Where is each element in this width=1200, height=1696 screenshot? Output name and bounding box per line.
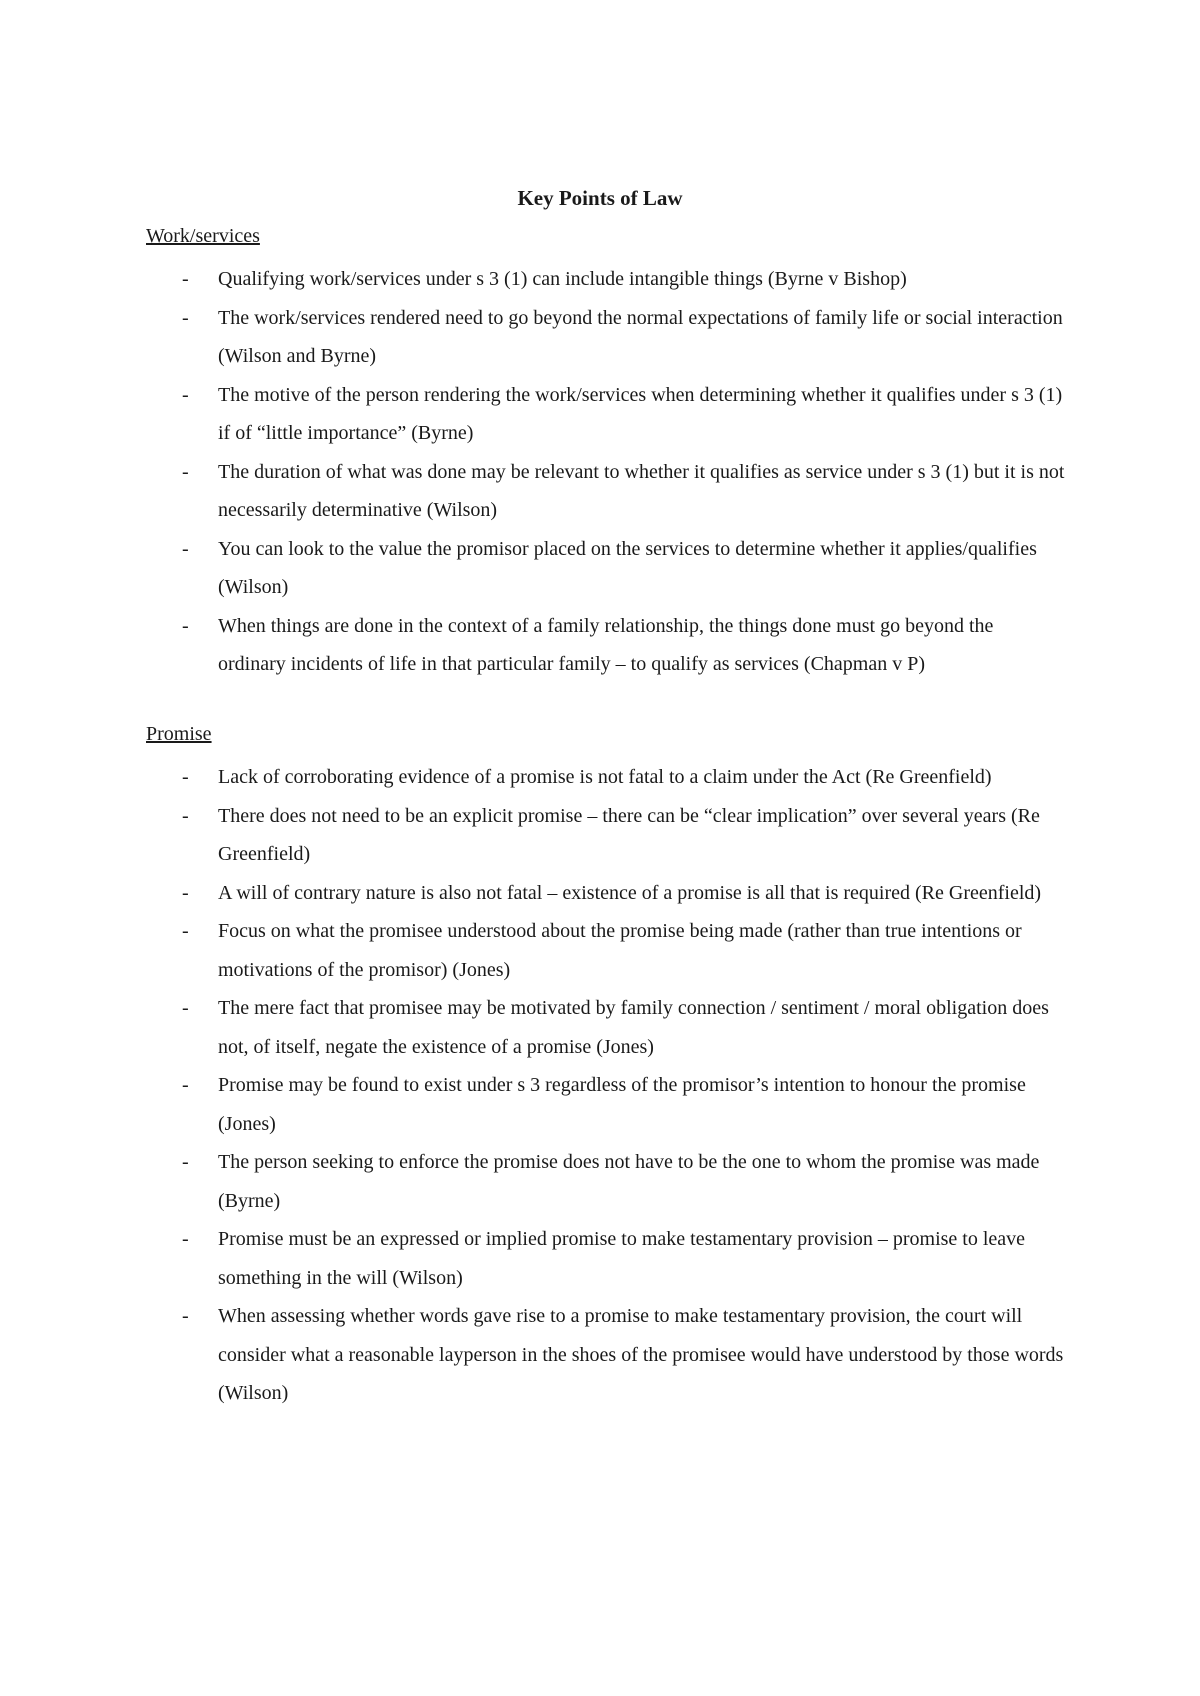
list-item-text: The duration of what was done may be relevant to whether it qualifies as service under s 3 (1) but it is not necessarily determinative (Wilson) xyxy=(218,460,1065,521)
list-item-text: Promise must be an expressed or implied promise to make testamentary provision – promise to leave something in the will (Wilson) xyxy=(218,1228,1026,1289)
list-item-text: The mere fact that promisee may be motivated by family connection / sentiment / moral obligation does not, of itself, negate the existence of a promise (Jones) xyxy=(218,997,1049,1058)
list-item-text: The work/services rendered need to go beyond the normal expectations of family life or social interaction (Wilson and Byrne) xyxy=(218,306,1063,367)
list-item xyxy=(146,1066,1066,1143)
page-title: Key Points of Law xyxy=(517,186,683,210)
bullet-dash: - xyxy=(182,766,189,788)
bullet-dash: - xyxy=(182,306,189,329)
list-item xyxy=(146,912,1066,989)
bullet-list xyxy=(146,758,1066,1413)
bullet-dash: - xyxy=(182,614,189,637)
list-item xyxy=(146,453,1066,530)
bullet-dash: - xyxy=(182,383,189,406)
list-item xyxy=(146,607,1066,684)
list-item-text: When assessing whether words gave rise to a promise to make testamentary provision, the court will consider what a reasonable layperson in the shoes of the promisee would have understood by those words (Wilson) xyxy=(218,1305,1064,1404)
section-heading: Work/services xyxy=(146,225,260,247)
list-item xyxy=(146,1143,1066,1220)
bullet-dash: - xyxy=(182,881,189,904)
bullet-dash: - xyxy=(182,1074,189,1096)
list-item-text: The person seeking to enforce the promise does not have to be the one to whom the promise was made (Byrne) xyxy=(218,1151,1040,1212)
list-item xyxy=(146,874,1066,913)
list-item xyxy=(146,376,1066,453)
list-item-text: The motive of the person rendering the work/services when determining whether it qualifies under s 3 (1) if of “little importance” (Byrne) xyxy=(218,383,1063,444)
bullet-list xyxy=(146,260,1066,684)
list-item xyxy=(146,1297,1066,1413)
bullet-dash: - xyxy=(182,268,189,290)
list-item xyxy=(146,299,1066,376)
list-item-text: Promise may be found to exist under s 3 regardless of the promisor’s intention to honour the promise (Jones) xyxy=(218,1074,1026,1135)
section-work-services xyxy=(146,222,1066,684)
list-item-text: You can look to the value the promisor placed on the services to determine whether it applies/qualifies (Wilson) xyxy=(218,537,1037,598)
section-heading: Promise xyxy=(146,723,212,745)
list-item-text: Lack of corroborating evidence of a promise is not fatal to a claim under the Act (Re Greenfield) xyxy=(218,766,992,788)
bullet-dash: - xyxy=(182,997,189,1019)
list-item xyxy=(146,260,1066,299)
list-item-text: Focus on what the promisee understood about the promise being made (rather than true intentions or motivations of the promisor) (Jones) xyxy=(218,920,1022,981)
bullet-dash: - xyxy=(182,460,189,483)
bullet-dash: - xyxy=(182,804,189,827)
list-item-text: There does not need to be an explicit promise – there can be “clear implication” over several years (Re Greenfield) xyxy=(218,804,1040,865)
list-item xyxy=(146,758,1066,797)
list-item xyxy=(146,530,1066,607)
list-item xyxy=(146,1220,1066,1297)
bullet-dash: - xyxy=(182,1228,189,1250)
list-item-text: When things are done in the context of a family relationship, the things done must go beyond the ordinary incidents of life in that particular family – to qualify as services (Chapman v P) xyxy=(218,614,994,675)
bullet-dash: - xyxy=(182,920,189,942)
list-item xyxy=(146,989,1066,1066)
list-item-text: Qualifying work/services under s 3 (1) can include intangible things (Byrne v Bishop) xyxy=(218,268,907,290)
list-item xyxy=(146,797,1066,874)
list-item-text: A will of contrary nature is also not fatal – existence of a promise is all that is required (Re Greenfield) xyxy=(218,881,1042,904)
bullet-dash: - xyxy=(182,1151,189,1173)
bullet-dash: - xyxy=(182,537,189,560)
section-promise xyxy=(146,720,1066,1413)
bullet-dash: - xyxy=(182,1305,189,1327)
